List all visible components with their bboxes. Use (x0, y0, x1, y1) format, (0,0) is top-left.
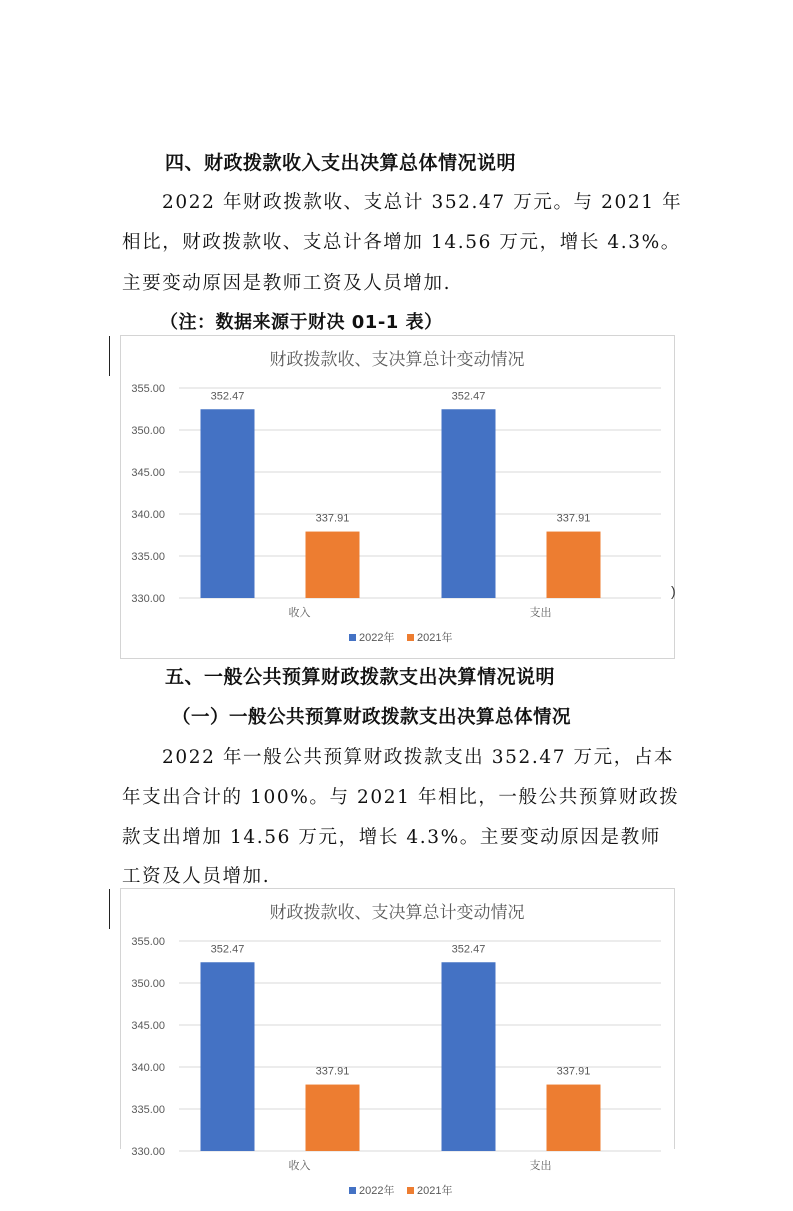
section4-heading: 四、财政拨款收入支出决算总体情况说明 (165, 152, 517, 174)
legend-swatch (407, 634, 414, 641)
chart-2 (120, 888, 675, 1197)
y-tick-label: 345.00 (131, 1020, 165, 1032)
y-tick-label: 335.00 (131, 1104, 165, 1116)
section4-para-line-3: 主要变动原因是教师工资及人员增加. (122, 273, 452, 294)
chart-title: 财政拨款收、支决算总计变动情况 (269, 350, 525, 369)
section5-para-line-1: 2022 年一般公共预算财政拨款支出 352.47 万元，占本 (162, 747, 675, 768)
y-tick-label: 350.00 (131, 425, 165, 437)
y-tick-label: 330.00 (131, 593, 165, 605)
y-tick-label: 355.00 (131, 383, 165, 395)
data-label: 337.91 (556, 512, 591, 525)
legend-label: 2022年 (359, 1185, 395, 1197)
data-label: 337.91 (315, 512, 350, 525)
bar (306, 532, 360, 598)
chart-2-svg (121, 889, 674, 1211)
bar (201, 962, 255, 1151)
x-tick-label: 支出 (529, 1160, 552, 1172)
y-tick-label: 345.00 (131, 467, 165, 479)
bar (547, 532, 601, 598)
data-label: 337.91 (556, 1065, 591, 1078)
stray-mark: ) (671, 583, 676, 599)
section5-para-line-3: 款支出增加 14.56 万元，增长 4.3%。主要变动原因是教师 (122, 827, 661, 848)
y-tick-label: 335.00 (131, 551, 165, 563)
chart-1 (120, 335, 675, 659)
margin-bracket-mark-2 (109, 889, 110, 929)
section5-para-line-4: 工资及人员增加. (122, 866, 271, 887)
section4-para-line-1: 2022 年财政拨款收、支总计 352.47 万元。与 2021 年 (162, 192, 683, 213)
bar (442, 962, 496, 1151)
bar (442, 409, 496, 598)
bar (201, 409, 255, 598)
data-label: 352.47 (451, 390, 486, 403)
legend-swatch (349, 1187, 356, 1194)
margin-bracket-mark (109, 336, 110, 376)
section4-para-line-2: 相比，财政拨款收、支总计各增加 14.56 万元，增长 4.3%。 (122, 232, 681, 253)
legend-swatch (349, 634, 356, 641)
y-tick-label: 355.00 (131, 936, 165, 948)
y-tick-label: 350.00 (131, 978, 165, 990)
legend-label: 2021年 (417, 1185, 453, 1197)
chart-1-svg (121, 336, 674, 658)
x-tick-label: 收入 (288, 1160, 311, 1172)
y-tick-label: 340.00 (131, 509, 165, 521)
chart-title: 财政拨款收、支决算总计变动情况 (269, 903, 525, 922)
section5-heading: 五、一般公共预算财政拨款支出决算情况说明 (165, 666, 556, 688)
data-label: 352.47 (210, 390, 245, 403)
legend-label: 2021年 (417, 632, 453, 644)
data-label: 352.47 (451, 943, 486, 956)
y-tick-label: 330.00 (131, 1146, 165, 1158)
x-tick-label: 收入 (288, 607, 311, 619)
y-tick-label: 340.00 (131, 1062, 165, 1074)
x-tick-label: 支出 (529, 607, 552, 619)
section5-subheading: （一）一般公共预算财政拨款支出决算总体情况 (172, 707, 572, 728)
section5-para-line-2: 年支出合计的 100%。与 2021 年相比，一般公共预算财政拨 (122, 787, 680, 808)
bar (547, 1085, 601, 1151)
data-label: 352.47 (210, 943, 245, 956)
data-source-note: （注：数据来源于财决 01-1 表） (160, 312, 443, 333)
data-label: 337.91 (315, 1065, 350, 1078)
legend-swatch (407, 1187, 414, 1194)
legend-label: 2022年 (359, 632, 395, 644)
bar (306, 1085, 360, 1151)
